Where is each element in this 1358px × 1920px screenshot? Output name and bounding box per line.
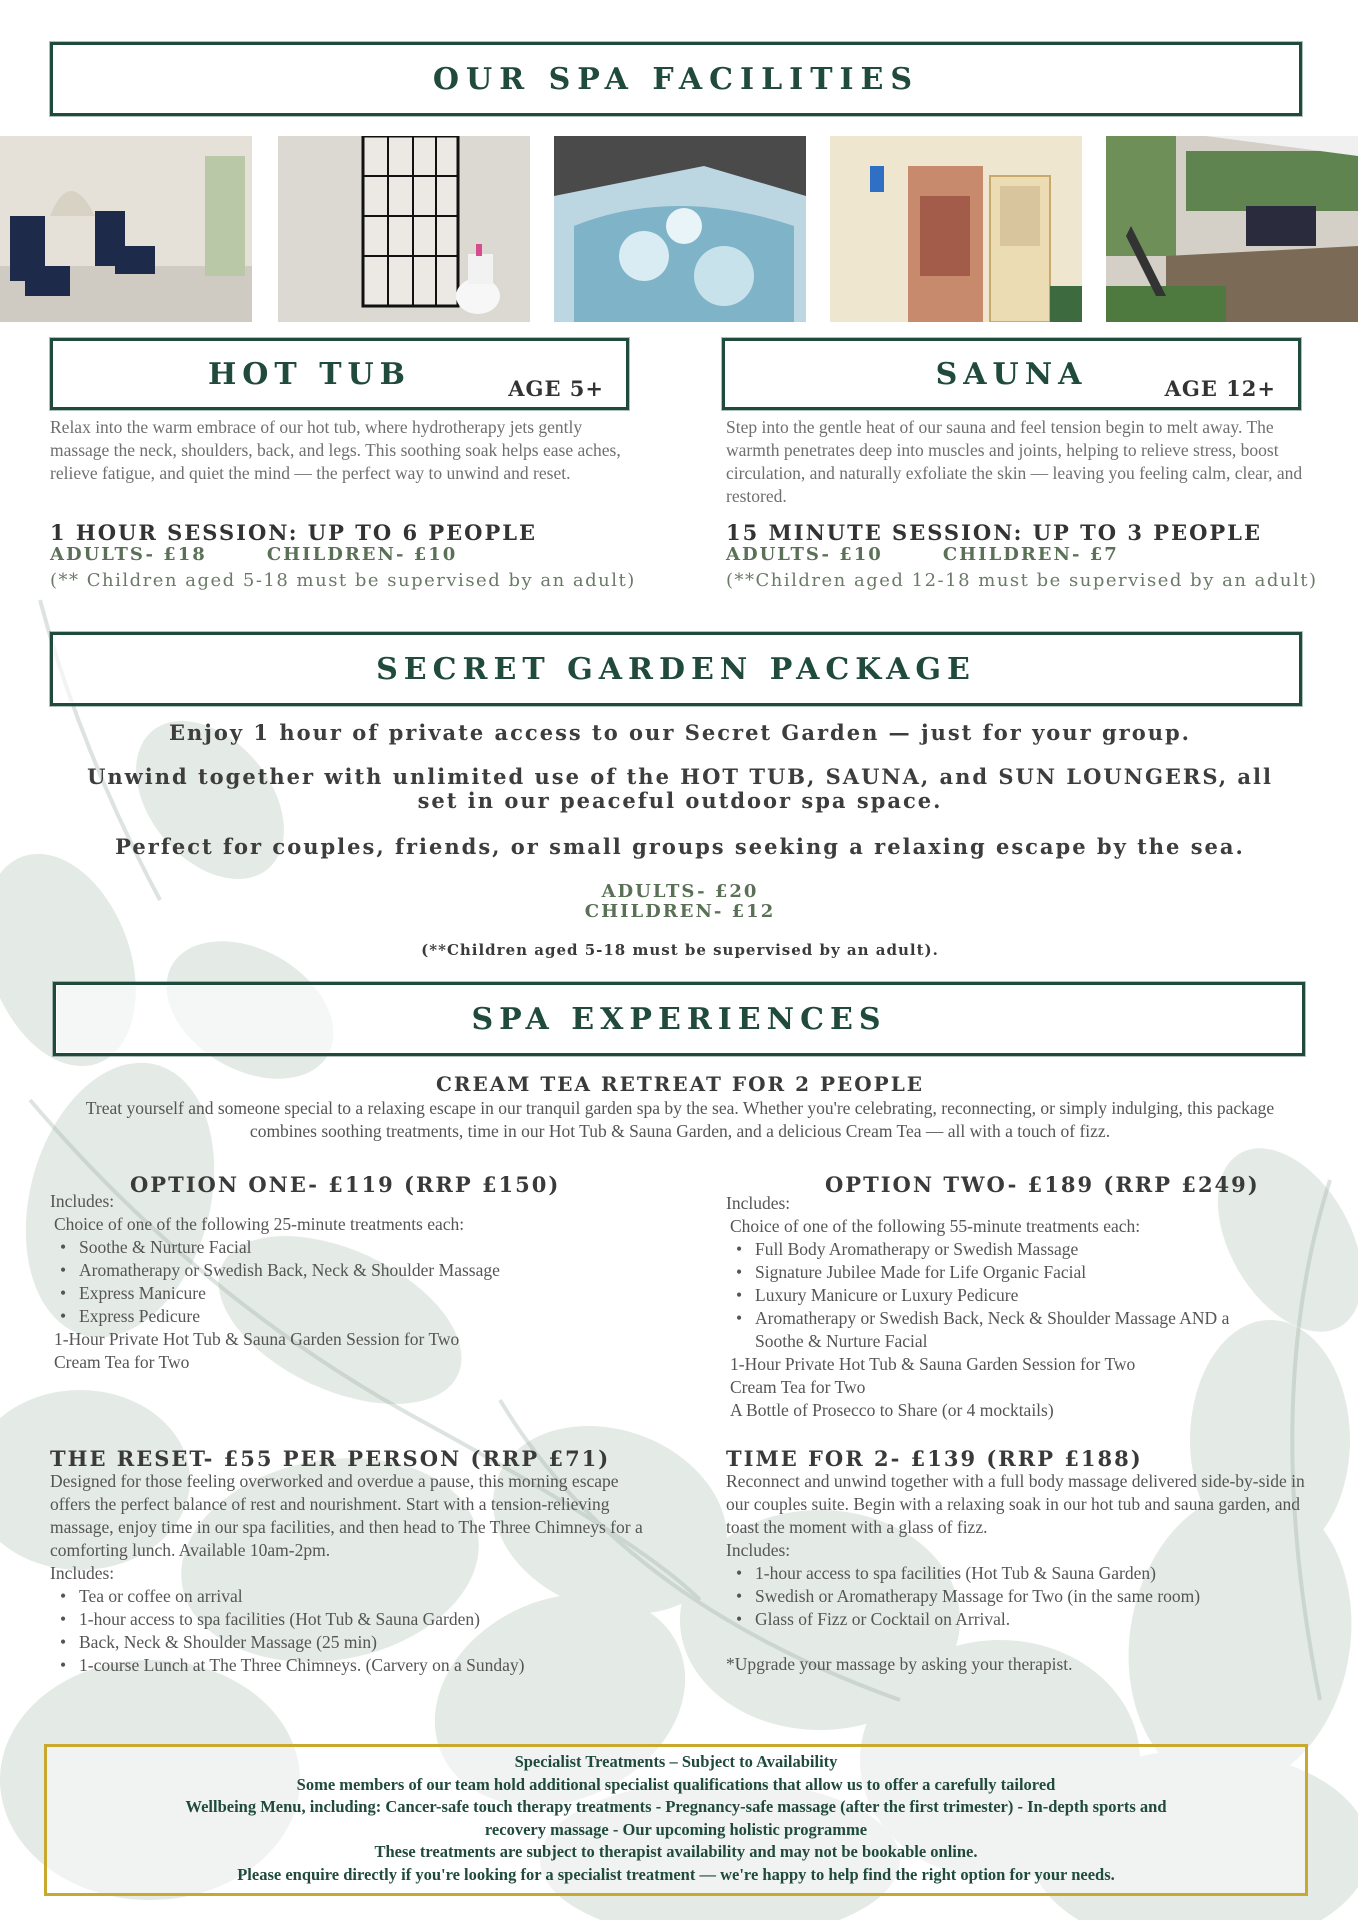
secret-garden-children-price: CHILDREN- £12 <box>584 901 776 922</box>
sauna-photo <box>830 136 1082 322</box>
option-one-title: OPTION ONE- £119 (RRP £150) <box>130 1172 561 1197</box>
the-reset-description: Designed for those feeling overworked and overdue a pause, this morning escape offers the perfect balance of rest and nourishment. Start with a tension-relieving massage, enjoy time in our spa facilities, and then head to The Three Chimneys for a comforting lunch. Available 10am-2pm. <box>50 1471 643 1560</box>
option-two-choice-label: Choice of one of the following 55-minute treatments each: <box>730 1216 1141 1236</box>
hot-tub-description: Relax into the warm embrace of our hot tub, where hydrotherapy jets gently massage the neck, shoulders, back, and legs. This soothing soak helps ease aches, relieve fatigue, and quiet the mind — the perfect way to unwind and reset. <box>50 417 621 483</box>
cream-tea-title: CREAM TEA RETREAT FOR 2 PEOPLE <box>435 1072 925 1096</box>
option-one-treatment: • Aromatherapy or Swedish Back, Neck & Shoulder Massage <box>50 1259 650 1282</box>
facilities-title: OUR SPA FACILITIES <box>432 61 920 97</box>
the-reset-item: • Tea or coffee on arrival <box>50 1585 650 1608</box>
option-one-details <box>50 1190 650 1374</box>
the-reset-items <box>50 1585 650 1677</box>
option-one-treatments <box>50 1236 650 1328</box>
hot-tub-session: 1 HOUR SESSION: UP TO 6 PEOPLE <box>50 520 538 545</box>
time-for-2-includes-label: Includes: <box>726 1540 791 1560</box>
option-one-treatment: • Soothe & Nurture Facial <box>50 1236 650 1259</box>
cream-tea-description: Treat yourself and someone special to a relaxing escape in our tranquil garden spa by the sea. Whether you're celebrating, reconnecting, or simply indulging, this package combines soothing treatments, time in our Hot Tub & Sauna Garden, and a delicious Cream Tea — all with a touch of fizz. <box>85 1098 1275 1141</box>
the-reset-item: • Back, Neck & Shoulder Massage (25 min) <box>50 1631 650 1654</box>
specialist-line: Please enquire directly if you're looking for a specialist treatment — we're happy to help find the right option for your needs. <box>237 1864 1115 1884</box>
option-one-includes-label: Includes: <box>50 1191 115 1211</box>
secret-garden-adults-price: ADULTS- £20 <box>601 881 759 902</box>
facilities-title-box <box>50 42 1302 116</box>
option-two-extra: A Bottle of Prosecco to Share (or 4 mocktails) <box>730 1400 1054 1420</box>
experiences-title-box <box>53 982 1305 1056</box>
specialist-line: recovery massage - Our upcoming holistic programme <box>484 1819 868 1839</box>
option-one-extra: 1-Hour Private Hot Tub & Sauna Garden Session for Two <box>54 1329 460 1349</box>
sauna-age-tag: AGE 12+ <box>1164 376 1276 401</box>
secret-garden-supervision-note: (**Children aged 5-18 must be supervised by an adult). <box>421 941 939 959</box>
specialist-line: Wellbeing Menu, including: Cancer-safe touch therapy treatments - Pregnancy-safe massage (after the first trimester) - In-depth sports and <box>185 1797 1167 1816</box>
hot-tub-title-box <box>50 338 629 410</box>
secret-garden-title: SECRET GARDEN PACKAGE <box>376 651 976 687</box>
hot-tub-photo <box>554 136 806 322</box>
option-two-treatment: • Full Body Aromatherapy or Swedish Massage <box>726 1238 1256 1261</box>
hot-tub-children-price: CHILDREN- £10 <box>266 544 458 565</box>
the-reset-item: • 1-hour access to spa facilities (Hot Tub & Sauna Garden) <box>50 1608 650 1631</box>
option-one-extra: Cream Tea for Two <box>54 1352 190 1372</box>
sauna-prices <box>726 544 1119 565</box>
the-reset-includes-label: Includes: <box>50 1563 115 1583</box>
experiences-title: SPA EXPERIENCES <box>471 1001 887 1037</box>
hot-tub-age-tag: AGE 5+ <box>508 376 604 401</box>
specialist-line: These treatments are subject to therapist availability and may not be bookable online. <box>374 1842 978 1861</box>
option-two-treatment: • Aromatherapy or Swedish Back, Neck & Shoulder Massage AND a Soothe & Nurture Facial <box>726 1307 1256 1353</box>
option-two-treatments <box>726 1238 1316 1353</box>
option-two-details <box>726 1192 1316 1422</box>
option-two-treatment: • Signature Jubilee Made for Life Organic Facial <box>726 1261 1256 1284</box>
time-for-2-item: • 1-hour access to spa facilities (Hot Tub & Sauna Garden) <box>726 1562 1326 1585</box>
sauna-session: 15 MINUTE SESSION: UP TO 3 PEOPLE <box>726 520 1262 545</box>
time-for-2-upgrade-note: *Upgrade your massage by asking your therapist. <box>726 1654 1073 1674</box>
sauna-children-price: CHILDREN- £7 <box>942 544 1119 565</box>
hot-tub-prices <box>50 544 457 565</box>
relaxation-room-photo <box>0 136 252 322</box>
the-reset-item: • 1-course Lunch at The Three Chimneys. (Carvery on a Sunday) <box>50 1654 650 1677</box>
secret-garden-line-3: Perfect for couples, friends, or small groups seeking a relaxing escape by the sea. <box>115 834 1245 859</box>
sauna-adults-price: ADULTS- £10 <box>726 544 883 565</box>
garden-photo <box>1106 136 1358 322</box>
time-for-2-title: TIME FOR 2- £139 (RRP £188) <box>726 1446 1143 1471</box>
shower-room-photo <box>278 136 530 322</box>
time-for-2-details <box>726 1470 1326 1676</box>
hot-tub-supervision-note: (** Children aged 5-18 must be supervised by an adult) <box>50 570 636 591</box>
specialist-line: Some members of our team hold additional specialist qualifications that allow us to offer a carefully tailored <box>296 1774 1056 1794</box>
option-one-treatment: • Express Pedicure <box>50 1305 650 1328</box>
option-one-choice-label: Choice of one of the following 25-minute treatments each: <box>54 1214 465 1234</box>
specialist-treatments-box <box>44 1744 1308 1896</box>
time-for-2-description: Reconnect and unwind together with a full body massage delivered side-by-side in our couples suite. Begin with a relaxing soak in our hot tub and sauna garden, and toast the moment with a glass of fizz. <box>726 1471 1305 1537</box>
specialist-title: Specialist Treatments – Subject to Availability <box>514 1752 838 1771</box>
option-two-title: OPTION TWO- £189 (RRP £249) <box>825 1172 1260 1197</box>
time-for-2-item: • Glass of Fizz or Cocktail on Arrival. <box>726 1608 1326 1631</box>
secret-garden-line-2: Unwind together with unlimited use of the HOT TUB, SAUNA, and SUN LOUNGERS, all set in our peaceful outdoor spa space. <box>87 764 1273 813</box>
option-two-treatment: • Luxury Manicure or Luxury Pedicure <box>726 1284 1256 1307</box>
sauna-title: SAUNA <box>935 356 1088 392</box>
sauna-supervision-note: (**Children aged 12-18 must be supervised by an adult) <box>726 570 1318 591</box>
hot-tub-adults-price: ADULTS- £18 <box>50 544 207 565</box>
option-two-extra: 1-Hour Private Hot Tub & Sauna Garden Session for Two <box>730 1354 1136 1374</box>
sauna-title-box <box>722 338 1301 410</box>
secret-garden-title-box <box>50 632 1302 706</box>
the-reset-title: THE RESET- £55 PER PERSON (RRP £71) <box>50 1446 611 1471</box>
option-one-treatment: • Express Manicure <box>50 1282 650 1305</box>
time-for-2-items <box>726 1562 1326 1631</box>
hot-tub-title: HOT TUB <box>207 356 412 392</box>
secret-garden-line-1: Enjoy 1 hour of private access to our Secret Garden — just for your group. <box>169 720 1191 745</box>
option-two-includes-label: Includes: <box>726 1193 791 1213</box>
time-for-2-item: • Swedish or Aromatherapy Massage for Two (in the same room) <box>726 1585 1326 1608</box>
option-two-extra: Cream Tea for Two <box>730 1377 866 1397</box>
sauna-description: Step into the gentle heat of our sauna and feel tension begin to melt away. The warmth penetrates deep into muscles and joints, helping to relieve stress, boost circulation, and naturally exfoliate the skin — leaving you feeling calm, clear, and restored. <box>726 417 1303 506</box>
the-reset-details <box>50 1470 650 1677</box>
